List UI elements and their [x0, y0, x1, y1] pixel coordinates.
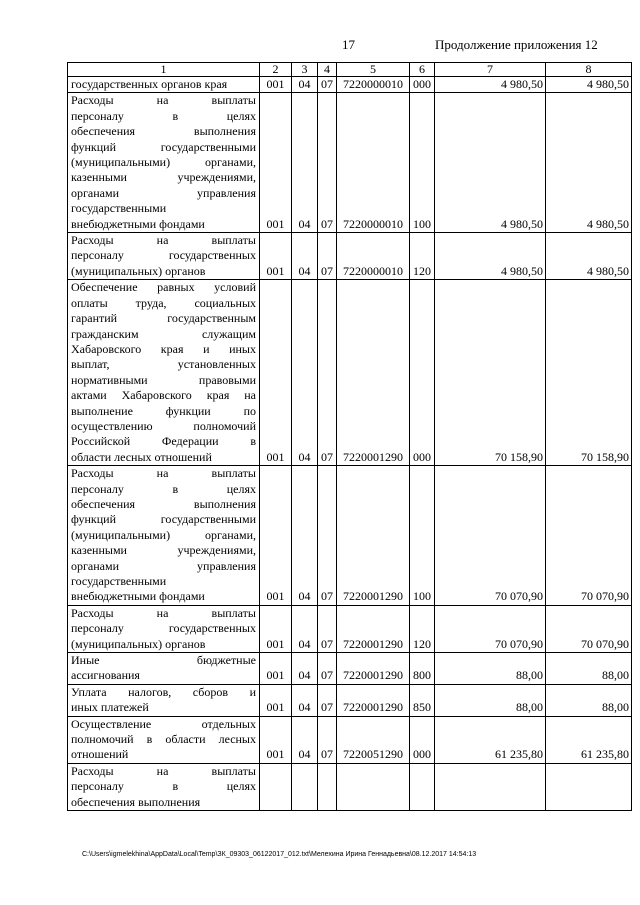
- admin-code-cell: 001: [260, 716, 292, 763]
- expense-type-cell: 120: [410, 605, 435, 652]
- description-line: казенными учреждениями,: [71, 170, 256, 185]
- target-item-cell: 7220001290: [337, 684, 410, 716]
- column-number: 3: [292, 63, 318, 77]
- admin-code-cell: 001: [260, 93, 292, 233]
- budget-table: [67, 62, 632, 811]
- column-number: 2: [260, 63, 292, 77]
- table-row: [68, 233, 632, 280]
- target-item-cell: 7220001290: [337, 280, 410, 466]
- description-line: органами управления: [71, 558, 256, 573]
- column-number-row: [68, 63, 632, 77]
- footer-file-path: C:\Users\igmelekhina\AppData\Local\Temp\ЗК_09303_06122017_012.txt\Мелехина Ирина Геннадьевна\08.12.2017 14:54:13: [82, 851, 477, 858]
- amount-total-cell: 70 070,90: [546, 466, 632, 606]
- description-line: (муниципальных) органов: [71, 636, 206, 651]
- description-line: оплаты труда, социальных: [71, 295, 256, 310]
- description-line: Уплата налогов, сборов и: [71, 684, 256, 699]
- target-item-cell: 7220001290: [337, 653, 410, 685]
- description-line: казенными учреждениями,: [71, 543, 256, 558]
- description-line: Иные бюджетные: [71, 653, 256, 668]
- description-line: Хабаровского края и иных: [71, 341, 256, 356]
- target-item-cell: 7220051290: [337, 716, 410, 763]
- subsection-code-cell: 07: [318, 653, 337, 685]
- description-line: (муниципальными) органами,: [71, 155, 256, 170]
- description-line: Расходы на выплаты: [71, 233, 256, 248]
- amount-cell: 4 980,50: [435, 77, 546, 93]
- description-line: гражданским служащим: [71, 326, 256, 341]
- row-description: [68, 716, 260, 763]
- description-line: Расходы на выплаты: [71, 93, 256, 108]
- amount-total-cell: 70 158,90: [546, 280, 632, 466]
- amount-cell: 70 158,90: [435, 280, 546, 466]
- subsection-code-cell: 07: [318, 466, 337, 606]
- amount-cell: [435, 763, 546, 810]
- expense-type-cell: 000: [410, 77, 435, 93]
- row-description: [68, 93, 260, 233]
- amount-total-cell: 61 235,80: [546, 716, 632, 763]
- section-code-cell: 04: [292, 684, 318, 716]
- row-description: [68, 605, 260, 652]
- section-code-cell: 04: [292, 77, 318, 93]
- row-description: [68, 280, 260, 466]
- description-line: выполнение функции по: [71, 403, 256, 418]
- description-line: выплат, установленных: [71, 357, 256, 372]
- table-row: [68, 280, 632, 466]
- expense-type-cell: 000: [410, 716, 435, 763]
- amount-total-cell: 4 980,50: [546, 93, 632, 233]
- page-number: 17: [342, 37, 355, 52]
- description-line: государственными: [71, 201, 167, 216]
- description-line: нормативными правовыми: [71, 372, 256, 387]
- admin-code-cell: 001: [260, 605, 292, 652]
- table-row: [68, 684, 632, 716]
- subsection-code-cell: 07: [318, 684, 337, 716]
- admin-code-cell: 001: [260, 77, 292, 93]
- row-description: [68, 763, 260, 810]
- description-line: Российской Федерации в: [71, 434, 256, 449]
- amount-total-cell: [546, 763, 632, 810]
- section-code-cell: 04: [292, 280, 318, 466]
- description-line: гарантий государственным: [71, 311, 256, 326]
- admin-code-cell: [260, 763, 292, 810]
- column-number: 5: [337, 63, 410, 77]
- description-line: Расходы на выплаты: [71, 466, 256, 481]
- row-description: [68, 466, 260, 606]
- description-line: органами управления: [71, 185, 256, 200]
- table-row: [68, 93, 632, 233]
- admin-code-cell: 001: [260, 466, 292, 606]
- description-line: полномочий в области лесных: [71, 732, 256, 747]
- description-line: области лесных отношений: [71, 449, 212, 464]
- subsection-code-cell: 07: [318, 77, 337, 93]
- expense-type-cell: 100: [410, 466, 435, 606]
- expense-type-cell: 800: [410, 653, 435, 685]
- target-item-cell: 7220001290: [337, 605, 410, 652]
- target-item-cell: 7220000010: [337, 93, 410, 233]
- target-item-cell: 7220001290: [337, 466, 410, 606]
- admin-code-cell: 001: [260, 684, 292, 716]
- expense-type-cell: [410, 763, 435, 810]
- column-number: 8: [546, 63, 632, 77]
- amount-cell: 88,00: [435, 684, 546, 716]
- column-number: 1: [68, 63, 260, 77]
- section-code-cell: 04: [292, 716, 318, 763]
- admin-code-cell: 001: [260, 280, 292, 466]
- description-line: обеспечения выполнения: [71, 496, 256, 511]
- description-line: персоналу в целях: [71, 481, 256, 496]
- table-row: [68, 605, 632, 652]
- section-code-cell: 04: [292, 93, 318, 233]
- description-line: функций государственными: [71, 139, 256, 154]
- target-item-cell: 7220000010: [337, 77, 410, 93]
- description-line: персоналу в целях: [71, 779, 256, 794]
- amount-total-cell: 88,00: [546, 653, 632, 685]
- description-line: Осуществление отдельных: [71, 716, 256, 731]
- subsection-code-cell: 07: [318, 93, 337, 233]
- section-code-cell: 04: [292, 653, 318, 685]
- amount-cell: 61 235,80: [435, 716, 546, 763]
- description-line: внебюджетными фондами: [71, 589, 205, 604]
- amount-total-cell: 4 980,50: [546, 77, 632, 93]
- target-item-cell: 7220000010: [337, 233, 410, 280]
- amount-total-cell: 4 980,50: [546, 233, 632, 280]
- amount-total-cell: 70 070,90: [546, 605, 632, 652]
- appendix-continuation-label: Продолжение приложения 12: [435, 37, 598, 52]
- description-line: персоналу государственных: [71, 621, 256, 636]
- description-line: внебюджетными фондами: [71, 216, 205, 231]
- row-description: [68, 653, 260, 685]
- amount-cell: 4 980,50: [435, 233, 546, 280]
- expense-type-cell: 850: [410, 684, 435, 716]
- description-line: персоналу государственных: [71, 248, 256, 263]
- subsection-code-cell: 07: [318, 716, 337, 763]
- expense-type-cell: 100: [410, 93, 435, 233]
- admin-code-cell: 001: [260, 233, 292, 280]
- column-number: 6: [410, 63, 435, 77]
- description-line: Расходы на выплаты: [71, 605, 256, 620]
- amount-cell: 70 070,90: [435, 605, 546, 652]
- section-code-cell: 04: [292, 605, 318, 652]
- description-line: Обеспечение равных условий: [71, 280, 256, 295]
- description-line: обеспечения выполнения: [71, 124, 256, 139]
- expense-type-cell: 000: [410, 280, 435, 466]
- table-row: [68, 716, 632, 763]
- description-line: (муниципальных) органов: [71, 263, 206, 278]
- description-line: функций государственными: [71, 512, 256, 527]
- description-line: государственными: [71, 574, 167, 588]
- description-line: государственных органов края: [71, 77, 228, 91]
- table-row: [68, 77, 632, 93]
- description-line: персоналу в целях: [71, 108, 256, 123]
- admin-code-cell: 001: [260, 653, 292, 685]
- table-row: [68, 763, 632, 810]
- table-row: [68, 466, 632, 606]
- table-row: [68, 653, 632, 685]
- section-code-cell: 04: [292, 466, 318, 606]
- description-line: ассигнования: [71, 668, 140, 683]
- amount-cell: 88,00: [435, 653, 546, 685]
- row-description: [68, 684, 260, 716]
- expense-type-cell: 120: [410, 233, 435, 280]
- amount-total-cell: 88,00: [546, 684, 632, 716]
- section-code-cell: [292, 763, 318, 810]
- description-line: актами Хабаровского края на: [71, 388, 256, 403]
- amount-cell: 70 070,90: [435, 466, 546, 606]
- subsection-code-cell: 07: [318, 280, 337, 466]
- row-description: [68, 233, 260, 280]
- column-number: 7: [435, 63, 546, 77]
- subsection-code-cell: [318, 763, 337, 810]
- subsection-code-cell: 07: [318, 605, 337, 652]
- row-description: [68, 77, 260, 93]
- description-line: осуществлению полномочий: [71, 418, 256, 433]
- description-line: отношений: [71, 747, 129, 762]
- description-line: обеспечения выполнения: [71, 794, 201, 809]
- column-number: 4: [318, 63, 337, 77]
- amount-cell: 4 980,50: [435, 93, 546, 233]
- description-line: Расходы на выплаты: [71, 763, 256, 778]
- target-item-cell: [337, 763, 410, 810]
- subsection-code-cell: 07: [318, 233, 337, 280]
- description-line: (муниципальными) органами,: [71, 527, 256, 542]
- section-code-cell: 04: [292, 233, 318, 280]
- description-line: иных платежей: [71, 700, 149, 715]
